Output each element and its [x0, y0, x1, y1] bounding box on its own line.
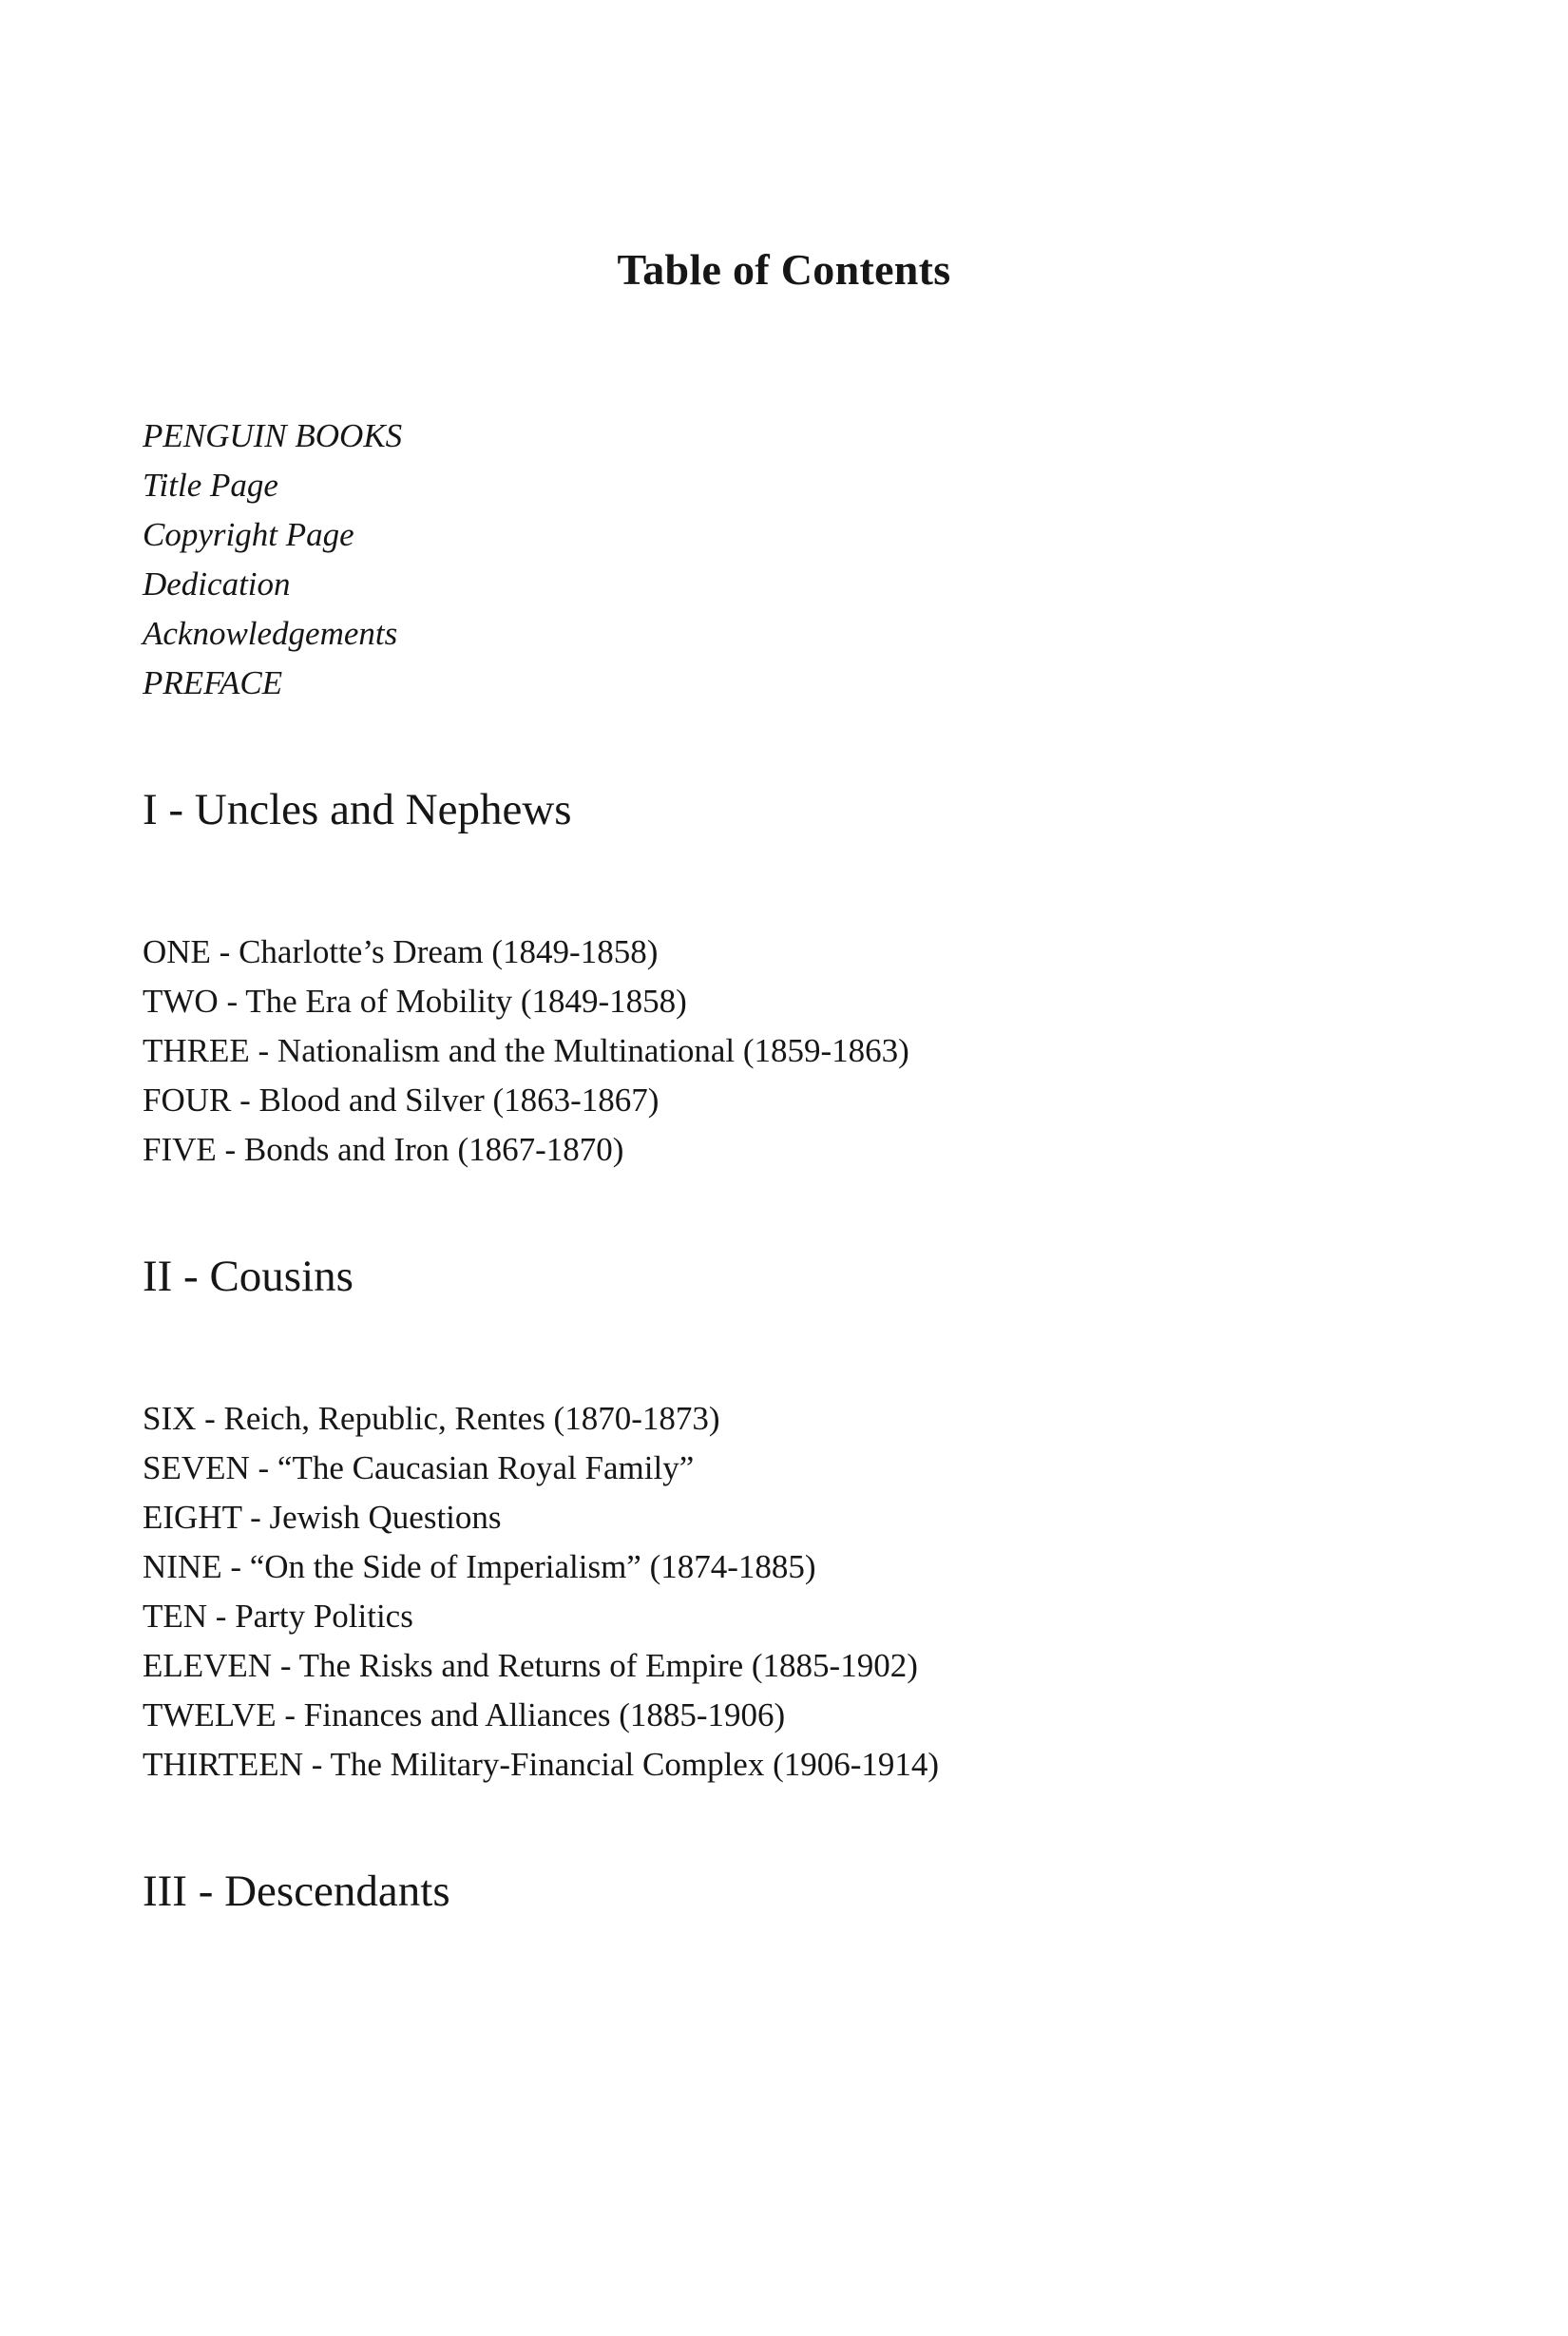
toc-entry-title-page[interactable]: Title Page [143, 466, 278, 504]
part-heading-1[interactable]: I - Uncles and Nephews [143, 784, 572, 834]
toc-entry-chapter-thirteen[interactable]: THIRTEEN - The Military-Financial Complex (1906-1914) [143, 1745, 940, 1783]
toc-entry-chapter-six[interactable]: SIX - Reich, Republic, Rentes (1870-1873) [143, 1399, 720, 1437]
toc-entry-chapter-three[interactable]: THREE - Nationalism and the Multinational (1859-1863) [143, 1031, 909, 1069]
toc-entry-copyright-page[interactable]: Copyright Page [143, 515, 354, 553]
toc-entry-chapter-ten[interactable]: TEN - Party Politics [143, 1597, 413, 1635]
page-title: Table of Contents [617, 245, 951, 294]
toc-entry-chapter-five[interactable]: FIVE - Bonds and Iron (1867-1870) [143, 1130, 624, 1168]
toc-entry-chapter-two[interactable]: TWO - The Era of Mobility (1849-1858) [143, 982, 687, 1020]
toc-entry-chapter-eight[interactable]: EIGHT - Jewish Questions [143, 1498, 502, 1536]
toc-entry-chapter-four[interactable]: FOUR - Blood and Silver (1863-1867) [143, 1081, 660, 1119]
toc-entry-chapter-eleven[interactable]: ELEVEN - The Risks and Returns of Empire (1885-1902) [143, 1646, 918, 1684]
toc-entry-chapter-nine[interactable]: NINE - “On the Side of Imperialism” (1874-1885) [143, 1547, 816, 1585]
toc-entry-chapter-seven[interactable]: SEVEN - “The Caucasian Royal Family” [143, 1448, 695, 1486]
toc-entry-acknowledgements[interactable]: Acknowledgements [143, 614, 398, 652]
toc-entry-penguin-books[interactable]: PENGUIN BOOKS [143, 416, 403, 454]
toc-entry-dedication[interactable]: Dedication [143, 565, 291, 603]
toc-entry-preface[interactable]: PREFACE [143, 663, 283, 701]
part-2-chapter-list [143, 1394, 1425, 1790]
toc-entry-chapter-one[interactable]: ONE - Charlotte’s Dream (1849-1858) [143, 932, 659, 970]
part-1-chapter-list [143, 928, 1425, 1175]
toc-entry-chapter-twelve[interactable]: TWELVE - Finances and Alliances (1885-1906) [143, 1695, 786, 1733]
toc-page [0, 245, 1568, 2336]
part-heading-2[interactable]: II - Cousins [143, 1251, 354, 1301]
front-matter-list [143, 412, 1425, 708]
part-heading-3[interactable]: III - Descendants [143, 1866, 450, 1916]
